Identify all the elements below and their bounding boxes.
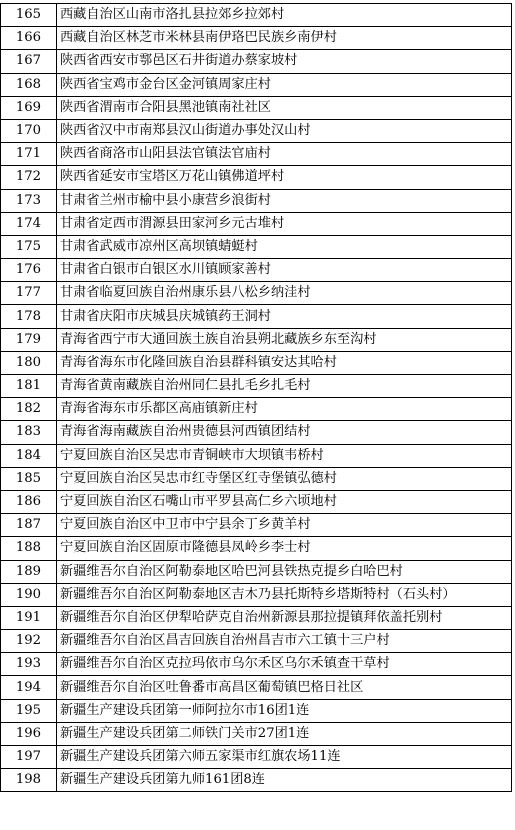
row-number-cell: 179 — [1, 328, 57, 351]
table-row — [1, 583, 512, 606]
village-list-table — [0, 3, 512, 792]
table-row — [1, 421, 512, 444]
village-name-cell: 甘肃省兰州市榆中县小康营乡浪街村 — [57, 189, 512, 212]
village-name-cell: 甘肃省临夏回族自治州康乐县八松乡纳洼村 — [57, 282, 512, 305]
table-row — [1, 676, 512, 699]
table-row — [1, 769, 512, 792]
row-number-cell: 192 — [1, 630, 57, 653]
row-number-cell: 193 — [1, 653, 57, 676]
row-number-cell: 181 — [1, 375, 57, 398]
village-name-cell: 青海省黄南藏族自治州同仁县扎毛乡扎毛村 — [57, 375, 512, 398]
village-name-cell: 宁夏回族自治区石嘴山市平罗县高仁乡六顷地村 — [57, 490, 512, 513]
row-number-cell: 175 — [1, 235, 57, 258]
table-row — [1, 560, 512, 583]
row-number-cell: 196 — [1, 722, 57, 745]
village-name-cell: 新疆维吾尔自治区伊犁哈萨克自治州新源县那拉提镇拜依盖托别村 — [57, 606, 512, 629]
table-row — [1, 351, 512, 374]
table-row — [1, 398, 512, 421]
table-row — [1, 212, 512, 235]
row-number-cell: 174 — [1, 212, 57, 235]
table-row — [1, 259, 512, 282]
row-number-cell: 197 — [1, 746, 57, 769]
village-name-cell: 陕西省渭南市合阳县黑池镇南社社区 — [57, 96, 512, 119]
row-number-cell: 195 — [1, 699, 57, 722]
row-number-cell: 185 — [1, 467, 57, 490]
row-number-cell: 178 — [1, 305, 57, 328]
row-number-cell: 172 — [1, 166, 57, 189]
table-row — [1, 699, 512, 722]
table-row — [1, 722, 512, 745]
row-number-cell: 170 — [1, 119, 57, 142]
village-name-cell: 新疆维吾尔自治区吐鲁番市高昌区葡萄镇巴格日社区 — [57, 676, 512, 699]
village-name-cell: 新疆维吾尔自治区克拉玛依市乌尔禾区乌尔禾镇查干草村 — [57, 653, 512, 676]
table-row — [1, 537, 512, 560]
row-number-cell: 169 — [1, 96, 57, 119]
village-name-cell: 青海省西宁市大通回族土族自治县朔北藏族乡东至沟村 — [57, 328, 512, 351]
row-number-cell: 183 — [1, 421, 57, 444]
village-name-cell: 新疆生产建设兵团第一师阿拉尔市16团1连 — [57, 699, 512, 722]
row-number-cell: 189 — [1, 560, 57, 583]
village-name-cell: 新疆生产建设兵团第九师161团8连 — [57, 769, 512, 792]
village-name-cell: 新疆维吾尔自治区阿勒泰地区吉木乃县托斯特乡塔斯特村（石头村） — [57, 583, 512, 606]
row-number-cell: 194 — [1, 676, 57, 699]
row-number-cell: 167 — [1, 50, 57, 73]
table-row — [1, 305, 512, 328]
row-number-cell: 177 — [1, 282, 57, 305]
table-row — [1, 467, 512, 490]
village-name-cell: 西藏自治区山南市洛扎县拉郊乡拉郊村 — [57, 4, 512, 27]
village-name-cell: 甘肃省白银市白银区水川镇顾家善村 — [57, 259, 512, 282]
table-row — [1, 235, 512, 258]
village-name-cell: 青海省海东市乐都区高庙镇新庄村 — [57, 398, 512, 421]
row-number-cell: 198 — [1, 769, 57, 792]
village-name-cell: 西藏自治区林芝市米林县南伊珞巴民族乡南伊村 — [57, 27, 512, 50]
row-number-cell: 191 — [1, 606, 57, 629]
table-row — [1, 606, 512, 629]
village-name-cell: 宁夏回族自治区吴忠市红寺堡区红寺堡镇弘德村 — [57, 467, 512, 490]
village-name-cell: 陕西省宝鸡市金台区金河镇周家庄村 — [57, 73, 512, 96]
row-number-cell: 187 — [1, 514, 57, 537]
village-list-document — [0, 3, 511, 792]
table-row — [1, 630, 512, 653]
village-name-cell: 青海省海东市化隆回族自治县群科镇安达其哈村 — [57, 351, 512, 374]
village-name-cell: 宁夏回族自治区固原市隆德县凤岭乡李士村 — [57, 537, 512, 560]
row-number-cell: 182 — [1, 398, 57, 421]
village-name-cell: 新疆维吾尔自治区昌吉回族自治州昌吉市六工镇十三户村 — [57, 630, 512, 653]
table-row — [1, 514, 512, 537]
row-number-cell: 166 — [1, 27, 57, 50]
table-row — [1, 375, 512, 398]
row-number-cell: 173 — [1, 189, 57, 212]
village-name-cell: 陕西省西安市鄠邑区石井街道办蔡家坡村 — [57, 50, 512, 73]
village-name-cell: 陕西省汉中市南郑县汉山街道办事处汉山村 — [57, 119, 512, 142]
village-name-cell: 陕西省商洛市山阳县法官镇法官庙村 — [57, 143, 512, 166]
village-name-cell: 甘肃省庆阳市庆城县庆城镇药王洞村 — [57, 305, 512, 328]
village-name-cell: 甘肃省武威市凉州区高坝镇蜻蜓村 — [57, 235, 512, 258]
row-number-cell: 176 — [1, 259, 57, 282]
row-number-cell: 190 — [1, 583, 57, 606]
table-row — [1, 27, 512, 50]
row-number-cell: 165 — [1, 4, 57, 27]
village-name-cell: 甘肃省定西市渭源县田家河乡元古堆村 — [57, 212, 512, 235]
row-number-cell: 168 — [1, 73, 57, 96]
table-row — [1, 328, 512, 351]
table-row — [1, 166, 512, 189]
village-name-cell: 新疆生产建设兵团第六师五家渠市红旗农场11连 — [57, 746, 512, 769]
row-number-cell: 188 — [1, 537, 57, 560]
village-name-cell: 宁夏回族自治区中卫市中宁县余丁乡黄羊村 — [57, 514, 512, 537]
village-name-cell: 宁夏回族自治区吴忠市青铜峡市大坝镇韦桥村 — [57, 444, 512, 467]
table-row — [1, 189, 512, 212]
table-row — [1, 653, 512, 676]
table-body — [1, 4, 512, 792]
village-name-cell: 陕西省延安市宝塔区万花山镇佛道坪村 — [57, 166, 512, 189]
table-row — [1, 119, 512, 142]
table-row — [1, 73, 512, 96]
table-row — [1, 490, 512, 513]
table-row — [1, 4, 512, 27]
row-number-cell: 186 — [1, 490, 57, 513]
table-row — [1, 50, 512, 73]
table-row — [1, 444, 512, 467]
table-row — [1, 143, 512, 166]
row-number-cell: 184 — [1, 444, 57, 467]
table-row — [1, 282, 512, 305]
village-name-cell: 新疆维吾尔自治区阿勒泰地区哈巴河县铁热克提乡白哈巴村 — [57, 560, 512, 583]
row-number-cell: 180 — [1, 351, 57, 374]
table-row — [1, 746, 512, 769]
row-number-cell: 171 — [1, 143, 57, 166]
village-name-cell: 新疆生产建设兵团第二师铁门关市27团1连 — [57, 722, 512, 745]
table-row — [1, 96, 512, 119]
village-name-cell: 青海省海南藏族自治州贵德县河西镇团结村 — [57, 421, 512, 444]
